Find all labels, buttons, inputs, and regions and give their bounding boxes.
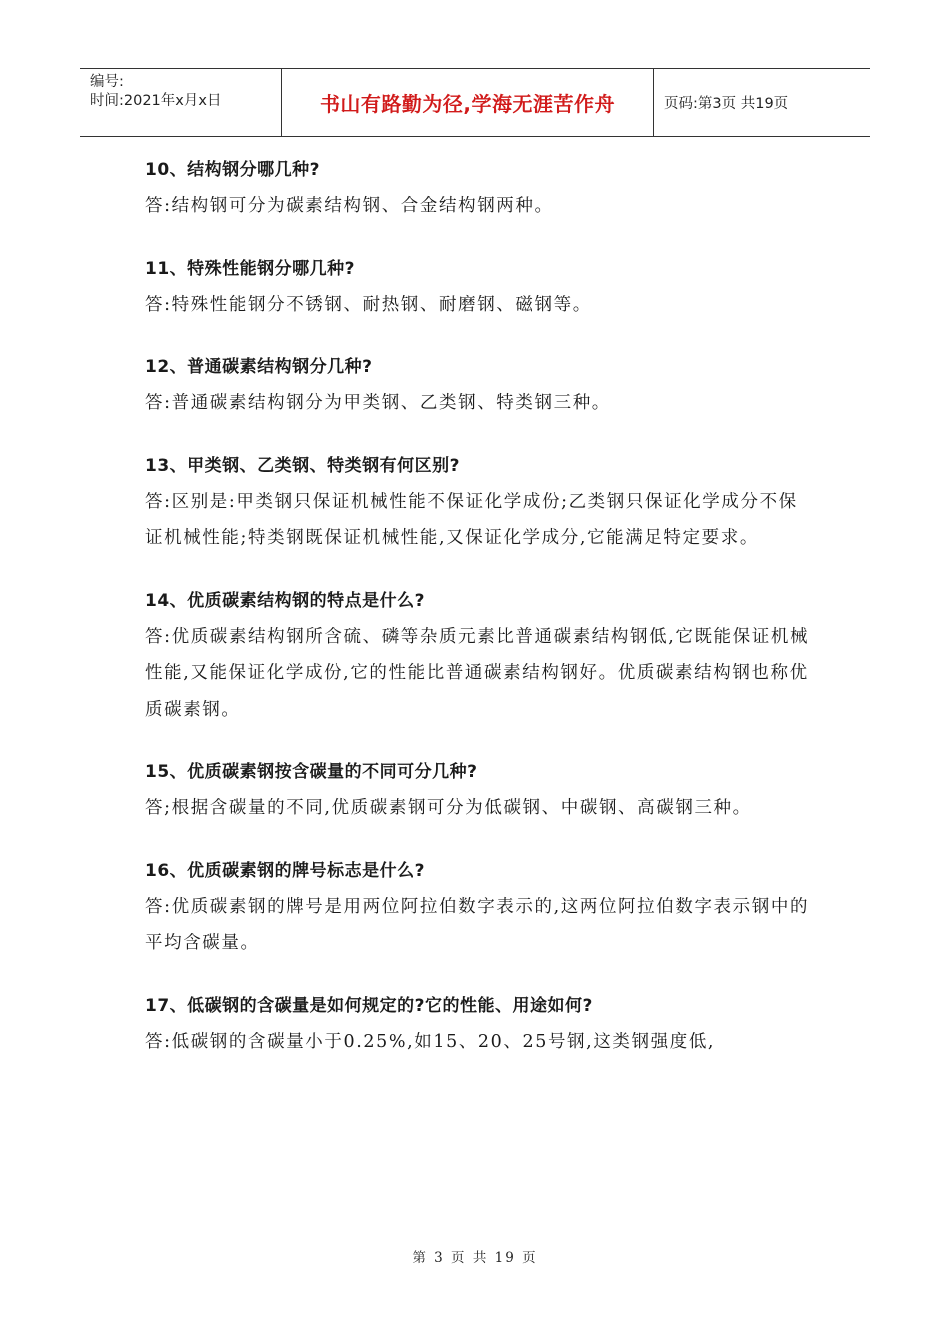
question: 14、优质碳素结构钢的特点是什么? <box>145 590 426 611</box>
answer: 答:普通碳素结构钢分为甲类钢、乙类钢、特类钢三种。 <box>145 393 611 413</box>
header-meta <box>80 69 282 136</box>
qa-item-10 <box>145 152 810 225</box>
answer: 答:低碳钢的含碳量小于0.25%,如15、20、25号钢,这类钢强度低, <box>145 1031 716 1052</box>
question: 10、结构钢分哪几种? <box>145 160 321 180</box>
answer: 答:优质碳素钢的牌号是用两位阿拉伯数字表示的,这两位阿拉伯数字表示钢中的平均含碳量。 <box>145 896 810 953</box>
answer: 答:结构钢可分为碳素结构钢、合金结构钢两种。 <box>145 196 554 216</box>
question: 13、甲类钢、乙类钢、特类钢有何区别? <box>145 455 461 476</box>
qa-item-17 <box>145 988 810 1061</box>
document-body <box>145 152 810 1086</box>
page-header <box>80 68 870 137</box>
answer: 答:区别是:甲类钢只保证机械性能不保证化学成份;乙类钢只保证化学成分不保证机械性能;特类钢既保证机械性能,又保证化学成分,它能满足特定要求。 <box>145 491 798 548</box>
question: 15、优质碳素钢按含碳量的不同可分几种? <box>145 762 478 782</box>
number-label: 编号: <box>90 74 124 90</box>
question: 16、优质碳素钢的牌号标志是什么? <box>145 860 426 881</box>
qa-item-11 <box>145 251 810 324</box>
answer: 答:特殊性能钢分不锈钢、耐热钢、耐磨钢、磁钢等。 <box>145 294 592 315</box>
header-motto: 书山有路勤为径,学海无涯苦作舟 <box>282 69 654 136</box>
qa-item-15 <box>145 754 810 827</box>
answer: 答;根据含碳量的不同,优质碳素钢可分为低碳钢、中碳钢、高碳钢三种。 <box>145 798 752 818</box>
qa-item-16 <box>145 853 810 962</box>
qa-item-13 <box>145 448 810 557</box>
time-label: 时间:2021年x月x日 <box>90 93 222 109</box>
header-page-info: 页码:第3页 共19页 <box>664 96 789 112</box>
answer: 答:优质碳素结构钢所含硫、磷等杂质元素比普通碳素结构钢低,它既能保证机械性能,又能保证化学成份,它的性能比普通碳素结构钢好。优质碳素结构钢也称优质碳素钢。 <box>145 626 810 720</box>
question: 17、低碳钢的含碳量是如何规定的?它的性能、用途如何? <box>145 995 593 1016</box>
qa-item-14 <box>145 583 810 729</box>
page-footer: 第 3 页 共 19 页 <box>412 1250 538 1266</box>
qa-item-12 <box>145 349 810 422</box>
question: 11、特殊性能钢分哪几种? <box>145 258 356 279</box>
question: 12、普通碳素结构钢分几种? <box>145 357 373 377</box>
